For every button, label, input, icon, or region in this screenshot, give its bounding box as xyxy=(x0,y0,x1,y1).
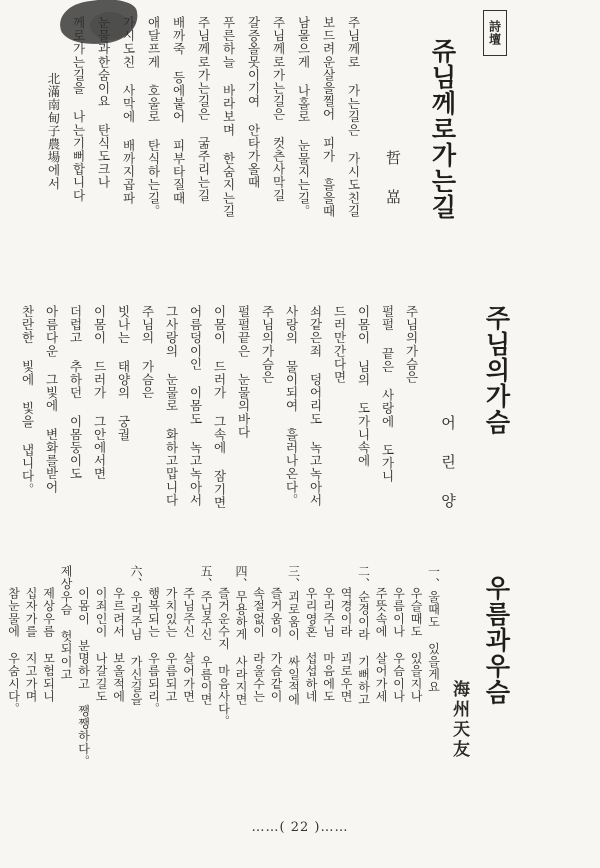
poem2-line: 주님의 가슴은 xyxy=(140,305,155,400)
poem2-author: 어 린 양 xyxy=(439,415,457,511)
poem3-line: 즐거움이 가슴같이 xyxy=(269,587,283,703)
poem1-line: 주님께로가는길은 컷츤사막길 xyxy=(271,16,286,202)
poem3-line: 三、괴로움이 싸일적에 xyxy=(286,565,301,706)
poem3-title: 우름과우슴 xyxy=(482,575,511,705)
poem3-line: 우슬때도 있을지나 xyxy=(409,587,423,703)
poem3-body xyxy=(6,565,441,795)
poem1-title: 쥬님께로가는길 xyxy=(428,38,457,220)
poem3-line: 우리주님 마음에도 xyxy=(321,587,336,703)
poem2-line: 더럽고 추하던 이몸둥이도 xyxy=(68,305,83,481)
poem3-line: 우리영혼 섭섭하네 xyxy=(304,587,318,703)
poem2-line: 주님의가슴은 xyxy=(404,305,419,384)
poem3-line: 참눈물에 우숨시다。 xyxy=(6,587,21,715)
poem1-line: 께로가는길을 나는기뻐합니다 xyxy=(71,16,86,202)
poem3-line: 가치있는 우름되고 xyxy=(164,587,178,703)
poem3-line: 십자가를 지고가며 xyxy=(24,587,38,703)
poem3-line: 四、무용하게 사라지면 xyxy=(234,565,248,706)
poem3-line: 二、순경이라 기뻐하고 xyxy=(356,565,371,706)
poem3-line: 우르려서 보올적에 xyxy=(111,587,126,703)
poem3-line: 五、주님주신 우름이면 xyxy=(199,565,213,706)
poem2-line: 드러만간다면 xyxy=(332,305,347,384)
poem2-title: 주님의가슴 xyxy=(482,305,511,435)
poem2-line: 어름덩이인 이몸도 녹고녹아서 xyxy=(188,305,203,507)
poem1-body xyxy=(40,16,368,266)
poem2-body xyxy=(20,305,425,535)
poem2-line: 펄펄 끝은 사랑에 도가니 xyxy=(380,305,395,483)
poem3-line: 이몸이 분명하고 쨍쨍하다。 xyxy=(76,587,91,768)
poem2-line: 펄펄끝은 눈물의바다 xyxy=(236,305,251,439)
poem3-line: 주뜻속에 살어가세 xyxy=(374,587,388,703)
poem3-line: 속절없이 라울수는 xyxy=(251,587,266,703)
poem3-author: 海州天友 xyxy=(449,680,469,760)
poem3-line: 주님주신 살어가면 xyxy=(181,587,196,703)
poem3-line: 행복되는 우름되리。 xyxy=(146,587,161,715)
section-tag-label: 詩壇 xyxy=(487,20,502,46)
poem2-line: 그사랑의 눈물로 화하고맙니다 xyxy=(164,305,179,507)
poem3-line: 즐거운수지 마음사다。 xyxy=(216,587,231,728)
poem2-line: 사랑의 물이되여 흘러나온다。 xyxy=(284,305,299,507)
poem3-line: 역경이라 괴로우면 xyxy=(339,587,353,703)
poem1-line: 주님께로가는길은 굶주리는길 xyxy=(196,16,211,202)
poem3-line: 제상우슴 헛되이고 xyxy=(59,565,73,681)
section-tag xyxy=(483,10,507,56)
poem1-line: 푸른하늘 바라보며 한숨지는길 xyxy=(221,16,236,218)
poem3-line: 六、우리주님 가신길을 xyxy=(129,565,143,706)
poem3-line: 一、울때도 있을게요 xyxy=(426,565,441,693)
poem1-byline: 北滿南甸子農場에서 xyxy=(46,72,61,190)
poem2-line: 아름다운 그빛에 변화를받어 xyxy=(44,305,59,494)
page-number: ……( 22 )…… xyxy=(251,820,349,835)
poem1-line: 보드려운살을찔어 피가 흘을때 xyxy=(321,16,336,218)
poem3-line: 우름이나 우슴이나 xyxy=(391,587,406,703)
poem2-line: 찬란한 빛에 빛을 냅니다。 xyxy=(20,305,35,496)
poem1-line: 눈물과한숨이요 탄식도크나 xyxy=(96,16,111,189)
poem2-line: 이몸이 드러가 그안에서면 xyxy=(92,305,107,481)
poem1-line: 갈증올못이기여 안타가올때 xyxy=(246,16,261,189)
poem1-line: 애달프게 호울로 탄식하는길。 xyxy=(146,16,161,218)
poem2-line: 이몸이 드러가 그속에 잠기면 xyxy=(212,305,227,509)
poem1-line: 가시도친 사막에 배까지곱파 xyxy=(121,16,136,205)
poem1-author: 哲 嵓 xyxy=(384,150,402,207)
poem1-line: 배까죽 등에붙어 피부타질때 xyxy=(171,16,186,205)
poem3-line: 이죄인이 나갈길도 xyxy=(94,587,108,703)
poem3-line: 제상우름 모험되니 xyxy=(41,587,56,703)
poem2-line: 쇠같은죄 덩어리도 녹고녹아서 xyxy=(308,305,323,507)
poem1-line: 주님께로 가는길은 가시도친길 xyxy=(346,16,361,218)
poem2-line: 빗나는 태양의 궁궐 xyxy=(116,305,131,441)
poem1-line: 남몰으게 나홀로 눈물지는길。 xyxy=(296,16,311,218)
poem2-line: 이몸이 님의 도가니속에 xyxy=(356,305,371,468)
poem2-line: 주님의가슴은 xyxy=(260,305,275,384)
